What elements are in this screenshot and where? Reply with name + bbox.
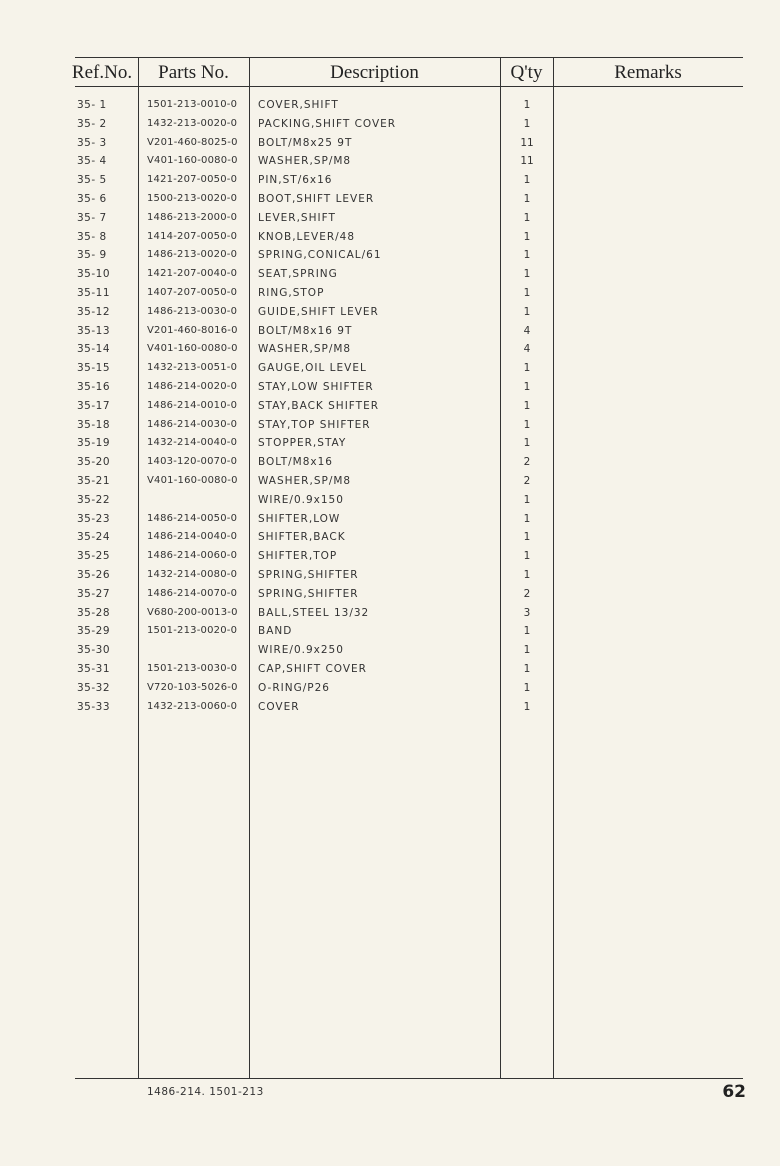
description-cell: STAY,BACK SHIFTER [258, 399, 379, 412]
qty-cell: 4 [523, 343, 531, 356]
ref-no-cell: 35-22 [77, 493, 111, 506]
table-row [0, 416, 780, 435]
description-cell: STOPPER,STAY [258, 437, 347, 450]
description-cell: WIRE/0.9x250 [258, 644, 344, 657]
header-parts-no: Parts No. [158, 62, 229, 83]
ref-no-cell: 35-32 [77, 681, 111, 694]
ref-no-cell: 35- 3 [77, 136, 107, 149]
parts-no-cell: 1486-214-0010-0 [147, 399, 238, 411]
ref-no-cell: 35-13 [77, 324, 111, 337]
description-cell: PIN,ST/6x16 [258, 174, 333, 187]
page-number: 62 [722, 1082, 746, 1102]
qty-cell: 1 [523, 211, 531, 224]
parts-no-cell: 1486-214-0030-0 [147, 418, 238, 430]
parts-no-cell: 1501-213-0020-0 [147, 625, 238, 637]
ref-no-cell: 35-14 [77, 343, 111, 356]
table-row [0, 434, 780, 453]
qty-cell: 1 [523, 437, 531, 450]
description-cell: SPRING,SHIFTER [258, 587, 359, 600]
qty-cell: 1 [523, 399, 531, 412]
ref-no-cell: 35-21 [77, 475, 111, 487]
parts-no-cell: 1486-214-0070-0 [147, 587, 238, 599]
table-row [0, 528, 780, 547]
ref-no-cell: 35-29 [77, 625, 111, 638]
parts-no-cell: 1403-120-0070-0 [147, 456, 238, 468]
qty-cell: 1 [523, 663, 531, 675]
description-cell: SPRING,SHIFTER [258, 569, 359, 581]
qty-cell: 1 [523, 99, 531, 111]
ref-no-cell: 35-28 [77, 606, 111, 619]
parts-no-cell: V201-460-8016-0 [147, 324, 238, 336]
table-row [0, 359, 780, 378]
qty-cell: 1 [523, 644, 531, 657]
parts-no-cell: 1486-213-0030-0 [147, 305, 238, 317]
table-row [0, 604, 780, 623]
table-row [0, 228, 780, 247]
description-cell: WASHER,SP/M8 [258, 475, 352, 487]
description-cell: O-RING/P26 [258, 681, 330, 694]
ref-no-cell: 35-16 [77, 381, 111, 393]
description-cell: SPRING,CONICAL/61 [258, 249, 382, 262]
qty-cell: 1 [523, 249, 531, 262]
qty-cell: 1 [523, 268, 531, 281]
parts-no-cell: V680-200-0013-0 [147, 606, 238, 618]
header-bottom-rule [75, 86, 743, 87]
table-row [0, 397, 780, 416]
qty-cell: 1 [523, 287, 531, 299]
qty-cell: 11 [520, 155, 534, 168]
description-cell: SHIFTER,TOP [258, 550, 338, 563]
qty-cell: 4 [523, 324, 531, 337]
ref-no-cell: 35-31 [77, 663, 111, 675]
parts-no-cell: 1432-213-0060-0 [147, 700, 238, 712]
description-cell: BOLT/M8x25 9T [258, 136, 353, 149]
parts-no-cell: 1486-214-0060-0 [147, 550, 238, 562]
table-row [0, 566, 780, 585]
table-row [0, 491, 780, 510]
table-row [0, 322, 780, 341]
parts-no-cell: 1432-214-0040-0 [147, 437, 238, 449]
description-cell: BOLT/M8x16 9T [258, 324, 353, 337]
qty-cell: 1 [523, 531, 531, 544]
description-cell: BALL,STEEL 13/32 [258, 606, 370, 619]
parts-no-cell: 1432-214-0080-0 [147, 569, 238, 580]
parts-no-cell: 1486-214-0040-0 [147, 531, 238, 543]
ref-no-cell: 35-33 [77, 700, 111, 713]
parts-no-cell: 1486-214-0050-0 [147, 512, 238, 524]
ref-no-cell: 35-25 [77, 550, 111, 563]
ref-no-cell: 35-18 [77, 418, 111, 431]
table-row [0, 190, 780, 209]
table-top-rule [75, 57, 743, 58]
description-cell: SHIFTER,LOW [258, 512, 341, 525]
ref-no-cell: 35- 1 [77, 99, 107, 111]
description-cell: WIRE/0.9x150 [258, 493, 344, 506]
ref-no-cell: 35-23 [77, 512, 111, 525]
qty-cell: 1 [523, 700, 531, 713]
ref-no-cell: 35- 4 [77, 155, 107, 168]
description-cell: COVER [258, 700, 300, 713]
qty-cell: 3 [523, 606, 531, 619]
ref-no-cell: 35-11 [77, 287, 111, 299]
table-bottom-rule [75, 1078, 743, 1079]
table-row [0, 303, 780, 322]
description-cell: WASHER,SP/M8 [258, 155, 352, 168]
ref-no-cell: 35- 8 [77, 230, 107, 243]
description-cell: GUIDE,SHIFT LEVER [258, 305, 379, 318]
description-cell: GAUGE,OIL LEVEL [258, 362, 367, 375]
qty-cell: 1 [523, 362, 531, 375]
qty-cell: 1 [523, 305, 531, 318]
table-row [0, 453, 780, 472]
table-row [0, 134, 780, 153]
parts-no-cell: V401-160-0080-0 [147, 343, 238, 355]
ref-no-cell: 35-19 [77, 437, 111, 450]
table-row [0, 96, 780, 115]
ref-no-cell: 35-12 [77, 305, 111, 318]
ref-no-cell: 35-15 [77, 362, 111, 375]
ref-no-cell: 35- 6 [77, 193, 107, 205]
parts-no-cell: 1501-213-0030-0 [147, 663, 238, 674]
qty-cell: 1 [523, 550, 531, 563]
qty-cell: 1 [523, 512, 531, 525]
description-cell: PACKING,SHIFT COVER [258, 117, 397, 130]
ref-no-cell: 35- 7 [77, 211, 107, 224]
table-row [0, 679, 780, 698]
description-cell: CAP,SHIFT COVER [258, 663, 367, 675]
ref-no-cell: 35-10 [77, 268, 111, 281]
qty-cell: 2 [523, 475, 531, 487]
table-row [0, 472, 780, 491]
header-ref-no: Ref.No. [71, 62, 133, 83]
table-row [0, 115, 780, 134]
description-cell: BOLT/M8x16 [258, 456, 333, 469]
table-row [0, 660, 780, 679]
parts-no-cell: 1407-207-0050-0 [147, 287, 238, 298]
parts-no-cell: 1421-207-0050-0 [147, 174, 238, 186]
description-cell: KNOB,LEVER/48 [258, 230, 356, 243]
qty-cell: 2 [523, 456, 531, 469]
table-row [0, 265, 780, 284]
table-row [0, 340, 780, 359]
table-row [0, 246, 780, 265]
qty-cell: 1 [523, 117, 531, 130]
description-cell: SEAT,SPRING [258, 268, 338, 281]
ref-no-cell: 35- 5 [77, 174, 107, 187]
qty-cell: 1 [523, 193, 531, 205]
ref-no-cell: 35-20 [77, 456, 111, 469]
table-row [0, 378, 780, 397]
parts-no-cell: 1500-213-0020-0 [147, 193, 238, 204]
parts-no-cell: V401-160-0080-0 [147, 155, 238, 167]
table-row [0, 641, 780, 660]
parts-no-cell: 1486-214-0020-0 [147, 381, 238, 392]
table-row [0, 171, 780, 190]
table-row [0, 547, 780, 566]
description-cell: BAND [258, 625, 293, 638]
parts-no-cell: 1501-213-0010-0 [147, 99, 238, 110]
description-cell: RING,STOP [258, 287, 325, 299]
parts-no-cell: 1414-207-0050-0 [147, 230, 238, 242]
ref-no-cell: 35-27 [77, 587, 111, 600]
qty-cell: 1 [523, 230, 531, 243]
description-cell: STAY,LOW SHIFTER [258, 381, 374, 393]
description-cell: WASHER,SP/M8 [258, 343, 352, 356]
parts-no-cell: V720-103-5026-0 [147, 681, 238, 693]
header-description: Description [330, 62, 419, 83]
ref-no-cell: 35-24 [77, 531, 111, 544]
table-row [0, 698, 780, 717]
qty-cell: 1 [523, 381, 531, 393]
ref-no-cell: 35-26 [77, 569, 111, 581]
qty-cell: 1 [523, 174, 531, 187]
ref-no-cell: 35- 9 [77, 249, 107, 262]
table-row [0, 585, 780, 604]
qty-cell: 1 [523, 681, 531, 694]
qty-cell: 1 [523, 418, 531, 431]
qty-cell: 1 [523, 625, 531, 638]
qty-cell: 11 [520, 136, 534, 149]
header-remarks: Remarks [614, 62, 682, 83]
parts-no-cell: 1486-213-2000-0 [147, 211, 238, 223]
footer-code: 1486-214. 1501-213 [147, 1086, 264, 1098]
parts-no-cell: 1432-213-0020-0 [147, 117, 238, 129]
parts-no-cell: 1486-213-0020-0 [147, 249, 238, 261]
parts-no-cell: V401-160-0080-0 [147, 475, 238, 486]
table-row [0, 152, 780, 171]
header-qty: Q'ty [510, 62, 543, 83]
parts-no-cell: 1432-213-0051-0 [147, 362, 238, 374]
description-cell: COVER,SHIFT [258, 99, 339, 111]
qty-cell: 1 [523, 569, 531, 581]
table-row [0, 209, 780, 228]
parts-no-cell: V201-460-8025-0 [147, 136, 238, 148]
table-row [0, 284, 780, 303]
table-row [0, 510, 780, 529]
ref-no-cell: 35-17 [77, 399, 111, 412]
description-cell: SHIFTER,BACK [258, 531, 346, 544]
description-cell: BOOT,SHIFT LEVER [258, 193, 375, 205]
qty-cell: 2 [523, 587, 531, 600]
table-row [0, 622, 780, 641]
description-cell: LEVER,SHIFT [258, 211, 336, 224]
description-cell: STAY,TOP SHIFTER [258, 418, 371, 431]
qty-cell: 1 [523, 493, 531, 506]
parts-no-cell: 1421-207-0040-0 [147, 268, 238, 280]
ref-no-cell: 35- 2 [77, 117, 107, 130]
ref-no-cell: 35-30 [77, 644, 111, 657]
